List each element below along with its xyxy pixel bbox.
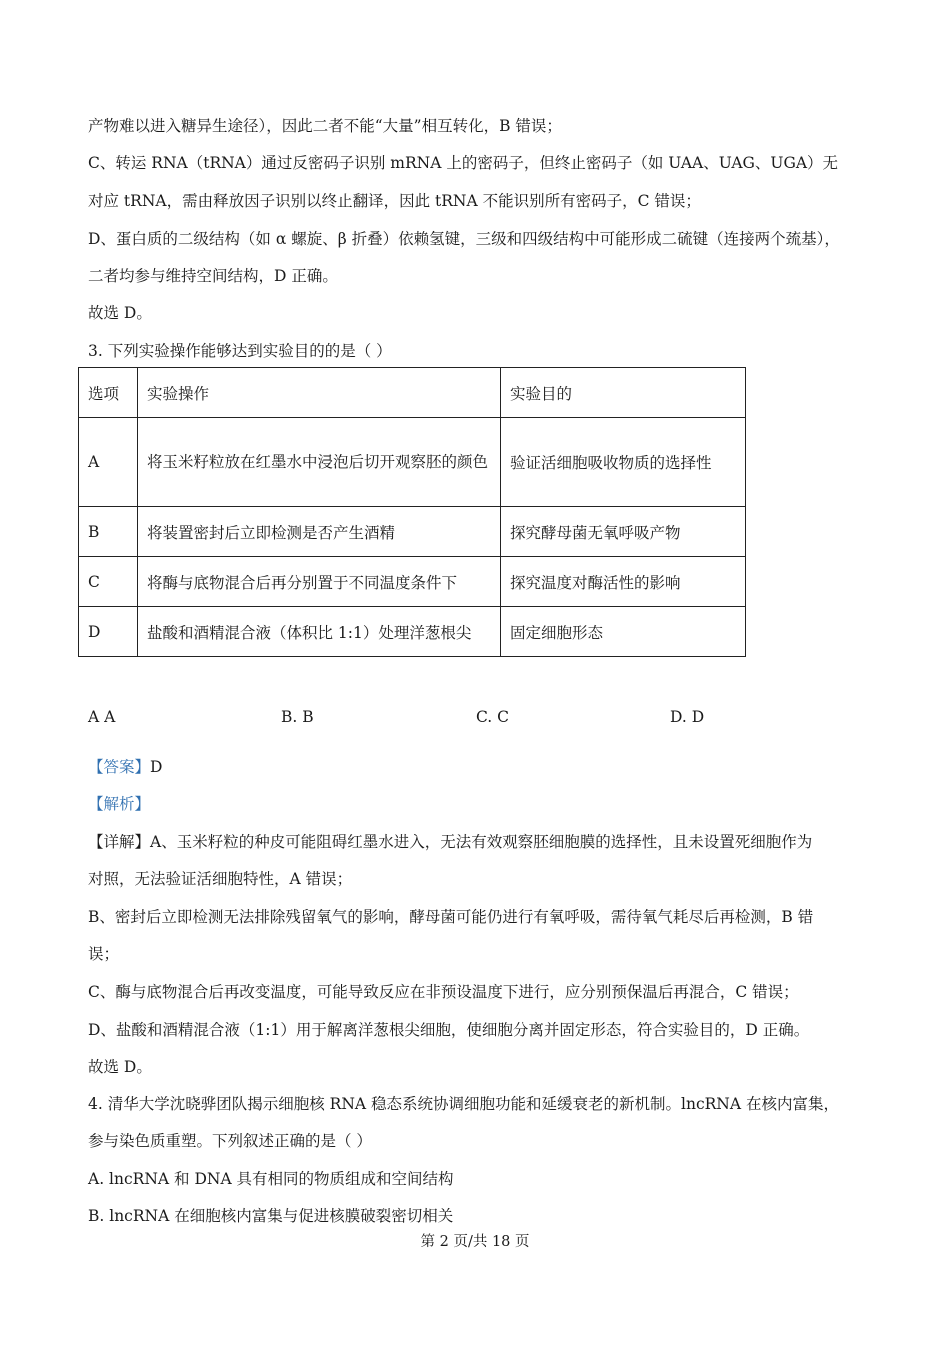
option-b: B. B (281, 708, 314, 726)
analysis-line (88, 794, 150, 814)
table-cell: 固定细胞形态 (501, 607, 746, 657)
table-cell: 将酶与底物混合后再分别置于不同温度条件下 (138, 557, 501, 607)
detail-tag: 【详解】 (88, 833, 151, 851)
text-line: 故选 D。 (88, 1058, 152, 1076)
text-line: C、转运 RNA（tRNA）通过反密码子识别 mRNA 上的密码子，但终止密码子（如 UAA、UAG、UGA）无 (88, 154, 839, 172)
page-footer: 第 2 页/共 18 页 (420, 1234, 530, 1250)
question-4-option: A. lncRNA 和 DNA 具有相同的物质组成和空间结构 (88, 1170, 454, 1188)
answer-tag: 【答案】 (88, 758, 151, 776)
text-line: 产物难以进入糖异生途径），因此二者不能“大量”相互转化，B 错误； (88, 117, 562, 135)
answer-line (88, 757, 162, 777)
text-line: 故选 D。 (88, 304, 152, 322)
text-line: 二者均参与维持空间结构，D 正确。 (88, 267, 338, 285)
table-cell: 将玉米籽粒放在红墨水中浸泡后切开观察胚的颜色 (138, 418, 501, 507)
header-cell: 实验目的 (501, 368, 746, 418)
table-row (79, 607, 746, 657)
table-cell: 探究酵母菌无氧呼吸产物 (501, 507, 746, 557)
question-4-option: B. lncRNA 在细胞核内富集与促进核膜破裂密切相关 (88, 1207, 454, 1225)
table-cell: 盐酸和酒精混合液（体积比 1:1）处理洋葱根尖 (138, 607, 501, 657)
table-header-row (79, 368, 746, 418)
question-3-stem: 3. 下列实验操作能够达到实验目的的是（ ） (88, 342, 392, 360)
question-4-stem: 4. 清华大学沈晓骅团队揭示细胞核 RNA 稳态系统协调细胞功能和延缓衰老的新机制。lncRNA 在核内富集， (88, 1095, 839, 1113)
header-cell: 实验操作 (138, 368, 501, 418)
option-d: D. D (670, 708, 705, 726)
text-line: C、酶与底物混合后再改变温度，可能导致反应在非预设温度下进行，应分别预保温后再混合，C 错误； (88, 983, 799, 1001)
text-line: 对应 tRNA，需由释放因子识别以终止翻译，因此 tRNA 不能识别所有密码子，C 错误； (88, 192, 701, 210)
table-row (79, 418, 746, 507)
text-line: B、密封后立即检测无法排除残留氧气的影响，酵母菌可能仍进行有氧呼吸，需待氧气耗尽后再检测，B 错 (88, 908, 814, 926)
table-row (79, 557, 746, 607)
table-cell: 将装置密封后立即检测是否产生酒精 (138, 507, 501, 557)
detail-text: A、玉米籽粒的种皮可能阻碍红墨水进入，无法有效观察胚细胞膜的选择性，且未设置死细胞作为 (150, 833, 813, 851)
header-cell: 选项 (79, 368, 138, 418)
text-line: 误； (88, 945, 120, 963)
experiment-table (78, 367, 746, 657)
table-cell: 探究温度对酶活性的影响 (501, 557, 746, 607)
text-line: D、蛋白质的二级结构（如 α 螺旋、β 折叠）依赖氢键，三级和四级结构中可能形成二硫键（连接两个巯基）， (88, 230, 840, 248)
text-line: D、盐酸和酒精混合液（1:1）用于解离洋葱根尖细胞，使细胞分离并固定形态，符合实验目的，D 正确。 (88, 1021, 810, 1039)
table-row (79, 507, 746, 557)
question-4-stem: 参与染色质重塑。下列叙述正确的是（ ） (88, 1132, 372, 1150)
text-line (88, 832, 812, 852)
table-cell: C (79, 557, 138, 607)
table-cell: D (79, 607, 138, 657)
analysis-tag: 【解析】 (88, 795, 151, 813)
text-line: 对照，无法验证活细胞特性，A 错误； (88, 870, 353, 888)
option-a: A A (88, 708, 116, 726)
table-cell: 验证活细胞吸收物质的选择性 (501, 418, 746, 507)
answer-value: D (150, 758, 163, 776)
option-c: C. C (476, 708, 510, 726)
table-cell: A (79, 418, 138, 507)
table-cell: B (79, 507, 138, 557)
